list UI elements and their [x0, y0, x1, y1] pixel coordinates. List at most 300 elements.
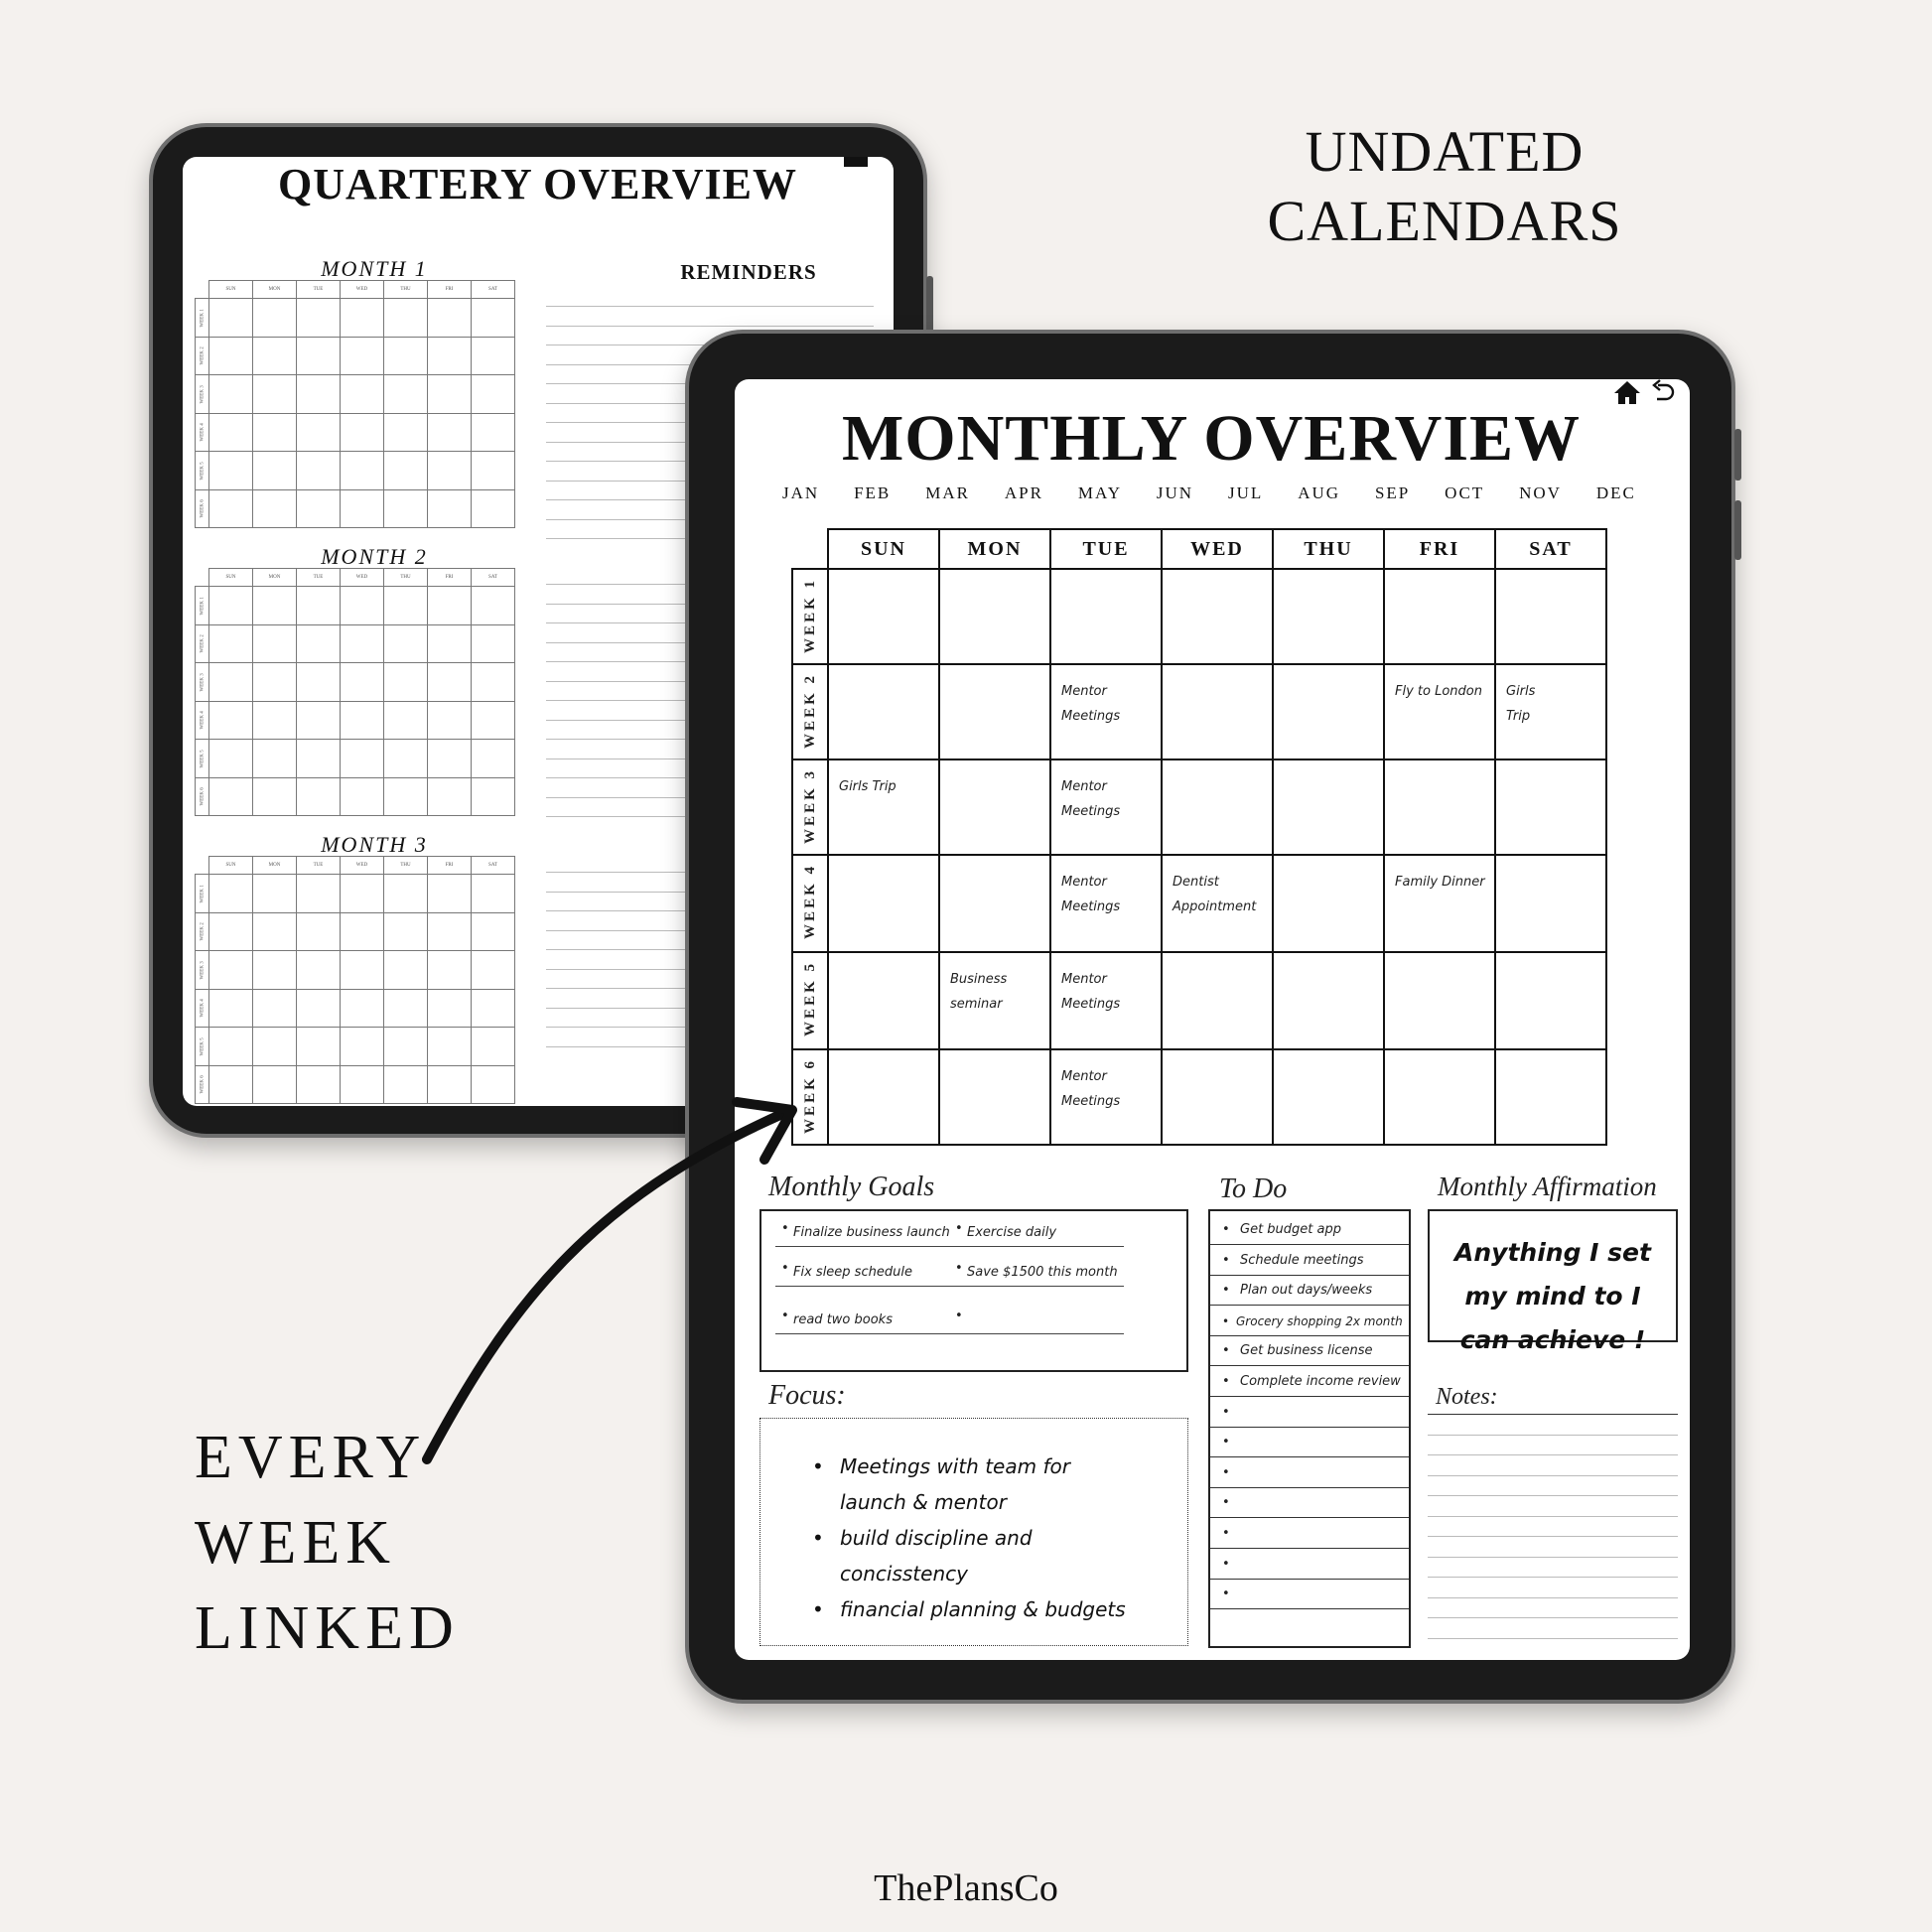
front-tablet: [685, 330, 1735, 1704]
week-link[interactable]: WEEK 5: [196, 452, 209, 490]
day-cell[interactable]: [209, 701, 253, 740]
day-header-mon: MON: [939, 529, 1050, 569]
tab-jul[interactable]: JUL: [1227, 483, 1264, 502]
day-header: WED: [341, 281, 384, 299]
calendar-cell[interactable]: [939, 1049, 1050, 1145]
day-cell[interactable]: [297, 337, 341, 375]
tab-feb[interactable]: FEB: [854, 483, 892, 502]
day-cell[interactable]: [341, 624, 384, 663]
todo-item[interactable]: [1210, 1458, 1409, 1488]
callout-line3: LINKED: [195, 1594, 460, 1662]
calendar-cell[interactable]: [1273, 569, 1384, 664]
week-label: WEEK 3: [801, 768, 818, 844]
goal-item[interactable]: • Finalize business launch: [775, 1225, 950, 1247]
day-cell[interactable]: [209, 452, 253, 490]
calendar-cell[interactable]: [1162, 952, 1273, 1049]
day-cell[interactable]: [428, 375, 472, 414]
day-cell[interactable]: [341, 875, 384, 913]
day-header-thu: THU: [1273, 529, 1384, 569]
day-cell[interactable]: [384, 777, 428, 816]
day-cell[interactable]: [384, 663, 428, 702]
day-cell[interactable]: [428, 989, 472, 1028]
focus-item[interactable]: • financial planning & budgets: [812, 1591, 1140, 1627]
week-link[interactable]: WEEK 1: [196, 299, 209, 338]
calendar-cell[interactable]: Mentor Meetings: [1050, 1049, 1162, 1145]
day-cell[interactable]: [472, 951, 515, 990]
home-icon[interactable]: [844, 157, 868, 167]
goal-item[interactable]: • Fix sleep schedule: [775, 1265, 950, 1287]
day-cell[interactable]: [297, 701, 341, 740]
day-header: TUE: [297, 281, 341, 299]
note-line[interactable]: [1428, 1557, 1678, 1558]
focus-list: [812, 1449, 1140, 1627]
week-label: WEEK 5: [801, 961, 818, 1036]
day-cell[interactable]: [253, 912, 297, 951]
day-cell[interactable]: [472, 489, 515, 528]
day-cell[interactable]: [428, 587, 472, 625]
day-cell[interactable]: [384, 337, 428, 375]
tab-oct[interactable]: OCT: [1445, 483, 1485, 502]
day-header: MON: [253, 857, 297, 875]
day-header: MON: [253, 569, 297, 587]
day-cell[interactable]: [384, 701, 428, 740]
bullet-icon: •: [1222, 1313, 1230, 1328]
bullet-icon: •: [1222, 1464, 1230, 1480]
day-cell[interactable]: [253, 777, 297, 816]
day-cell[interactable]: [209, 413, 253, 452]
day-cell[interactable]: [209, 489, 253, 528]
day-header: WED: [341, 857, 384, 875]
week-link[interactable]: WEEK 2: [196, 912, 209, 951]
week-2-link[interactable]: [792, 664, 828, 759]
todo-item[interactable]: [1210, 1428, 1409, 1457]
reminder-line[interactable]: [546, 326, 874, 327]
day-cell[interactable]: [472, 701, 515, 740]
day-cell[interactable]: [297, 587, 341, 625]
week-link[interactable]: WEEK 3: [196, 663, 209, 702]
day-cell[interactable]: [297, 299, 341, 338]
day-cell[interactable]: [341, 299, 384, 338]
todo-item[interactable]: [1210, 1276, 1409, 1306]
calendar-cell[interactable]: [939, 664, 1050, 759]
todo-item[interactable]: [1210, 1550, 1409, 1580]
tab-mar[interactable]: MAR: [925, 483, 970, 502]
calendar-cell[interactable]: [1495, 569, 1606, 664]
day-header: MON: [253, 281, 297, 299]
calendar-cell[interactable]: [828, 952, 939, 1049]
note-line[interactable]: [1428, 1516, 1678, 1517]
day-cell[interactable]: [472, 375, 515, 414]
callout-line1: EVERY: [195, 1424, 427, 1491]
callout-line2: WEEK: [195, 1509, 397, 1577]
day-cell[interactable]: [209, 375, 253, 414]
day-header: WED: [341, 569, 384, 587]
day-cell[interactable]: [428, 452, 472, 490]
day-cell[interactable]: [209, 663, 253, 702]
day-header: THU: [384, 569, 428, 587]
tab-aug[interactable]: AUG: [1298, 483, 1341, 502]
day-cell[interactable]: [297, 875, 341, 913]
todo-item[interactable]: [1210, 1246, 1409, 1276]
calendar-cell[interactable]: [1384, 569, 1495, 664]
quarterly-title: QUARTERY OVERVIEW: [278, 160, 797, 208]
calendar-cell[interactable]: [1273, 952, 1384, 1049]
day-cell[interactable]: [209, 624, 253, 663]
calendar-cell[interactable]: [1495, 759, 1606, 855]
calendar-cell[interactable]: [1162, 1049, 1273, 1145]
day-cell[interactable]: [209, 299, 253, 338]
goal-item[interactable]: • read two books: [775, 1312, 950, 1334]
tab-jun[interactable]: JUN: [1156, 483, 1194, 502]
week-1-link[interactable]: [792, 569, 828, 664]
day-header: FRI: [428, 281, 472, 299]
day-cell[interactable]: [297, 951, 341, 990]
day-header: FRI: [428, 857, 472, 875]
day-cell[interactable]: [209, 912, 253, 951]
todo-item[interactable]: [1210, 1336, 1409, 1366]
day-cell[interactable]: [341, 1028, 384, 1066]
day-cell[interactable]: [428, 777, 472, 816]
calendar-cell[interactable]: [1384, 952, 1495, 1049]
week-label: WEEK 1: [801, 578, 818, 653]
calendar-cell[interactable]: [1273, 759, 1384, 855]
calendar-cell[interactable]: [1162, 664, 1273, 759]
week-link[interactable]: WEEK 2: [196, 624, 209, 663]
calendar-cell[interactable]: Family Dinner: [1384, 855, 1495, 952]
monthly-calendar: [791, 528, 1607, 1146]
reminders-title: REMINDERS: [680, 260, 817, 284]
todo-item[interactable]: [1210, 1307, 1409, 1336]
day-cell[interactable]: [253, 489, 297, 528]
day-cell[interactable]: [209, 1028, 253, 1066]
calendar-cell[interactable]: [939, 569, 1050, 664]
day-cell[interactable]: [384, 912, 428, 951]
day-cell[interactable]: [384, 489, 428, 528]
day-cell[interactable]: [384, 740, 428, 778]
week-link[interactable]: WEEK 6: [196, 1065, 209, 1104]
calendar-cell[interactable]: [939, 759, 1050, 855]
todo-item[interactable]: [1210, 1488, 1409, 1518]
calendar-cell[interactable]: [1495, 952, 1606, 1049]
tab-may[interactable]: MAY: [1077, 483, 1122, 502]
calendar-cell[interactable]: [828, 1049, 939, 1145]
day-cell[interactable]: [384, 452, 428, 490]
calendar-corner: [792, 529, 828, 569]
day-cell[interactable]: [209, 587, 253, 625]
power-button: [1734, 429, 1741, 481]
day-header: TUE: [297, 857, 341, 875]
monthly-title: MONTHLY OVERVIEW: [841, 402, 1582, 475]
day-cell[interactable]: [253, 624, 297, 663]
todo-item[interactable]: [1210, 1580, 1409, 1609]
week-link[interactable]: WEEK 4: [196, 413, 209, 452]
day-cell[interactable]: [297, 624, 341, 663]
day-cell[interactable]: [428, 337, 472, 375]
day-cell[interactable]: [384, 587, 428, 625]
day-cell[interactable]: [341, 777, 384, 816]
day-cell[interactable]: [341, 740, 384, 778]
day-cell[interactable]: [384, 413, 428, 452]
calendar-cell[interactable]: Business seminar: [939, 952, 1050, 1049]
calendar-cell[interactable]: [1384, 759, 1495, 855]
day-cell[interactable]: [384, 951, 428, 990]
headline-line1: UNDATED: [1305, 119, 1585, 184]
day-cell[interactable]: [253, 740, 297, 778]
day-cell[interactable]: [253, 875, 297, 913]
day-cell[interactable]: [341, 587, 384, 625]
calendar-cell[interactable]: Fly to London: [1384, 664, 1495, 759]
calendar-cell[interactable]: [939, 855, 1050, 952]
week-link[interactable]: WEEK 6: [196, 777, 209, 816]
calendar-cell[interactable]: [1495, 1049, 1606, 1145]
day-header: FRI: [428, 569, 472, 587]
bullet-icon: •: [1222, 1222, 1230, 1237]
day-cell[interactable]: [209, 777, 253, 816]
affirmation-box: [1428, 1209, 1678, 1354]
day-cell[interactable]: [428, 624, 472, 663]
calendar-cell[interactable]: [1273, 1049, 1384, 1145]
day-cell[interactable]: [428, 413, 472, 452]
day-cell[interactable]: [472, 587, 515, 625]
calendar-cell[interactable]: [828, 569, 939, 664]
note-line[interactable]: [1428, 1475, 1678, 1476]
day-cell[interactable]: [209, 740, 253, 778]
grid-corner: [196, 569, 209, 587]
day-cell[interactable]: [297, 1065, 341, 1104]
affirmation-title: Monthly Affirmation: [1438, 1172, 1657, 1201]
day-cell[interactable]: [341, 1065, 384, 1104]
day-cell[interactable]: [384, 299, 428, 338]
note-line[interactable]: [1428, 1435, 1678, 1436]
day-cell[interactable]: [341, 912, 384, 951]
focus-title: Focus:: [768, 1380, 846, 1411]
day-cell[interactable]: [428, 951, 472, 990]
day-cell[interactable]: [384, 1028, 428, 1066]
quarterly-grid-month-3: [195, 856, 515, 1104]
tab-apr[interactable]: APR: [1004, 483, 1043, 502]
day-cell[interactable]: [341, 663, 384, 702]
day-cell[interactable]: [428, 489, 472, 528]
grid-corner: [196, 281, 209, 299]
day-header: SUN: [209, 569, 253, 587]
bullet-icon: •: [1222, 1495, 1230, 1511]
day-cell[interactable]: [253, 337, 297, 375]
day-cell[interactable]: [428, 875, 472, 913]
day-cell[interactable]: [341, 413, 384, 452]
day-cell[interactable]: [472, 299, 515, 338]
day-cell[interactable]: [341, 375, 384, 414]
todo-item[interactable]: [1210, 1519, 1409, 1549]
day-cell[interactable]: [472, 337, 515, 375]
day-cell[interactable]: [472, 452, 515, 490]
day-cell[interactable]: [472, 777, 515, 816]
week-link[interactable]: WEEK 3: [196, 951, 209, 990]
day-cell[interactable]: [472, 875, 515, 913]
focus-item[interactable]: • build discipline and concisstency: [812, 1520, 1140, 1591]
calendar-cell[interactable]: Dentist Appointment: [1162, 855, 1273, 952]
day-cell[interactable]: [297, 777, 341, 816]
day-cell[interactable]: [297, 452, 341, 490]
day-cell[interactable]: [297, 912, 341, 951]
quarterly-grid-month-2: [195, 568, 515, 816]
bullet-icon: •: [1222, 1556, 1230, 1572]
day-cell[interactable]: [253, 413, 297, 452]
week-link[interactable]: WEEK 4: [196, 989, 209, 1028]
todo-box: [1208, 1209, 1411, 1648]
day-cell[interactable]: [428, 663, 472, 702]
week-3-link[interactable]: [792, 759, 828, 855]
note-line[interactable]: [1428, 1536, 1678, 1537]
brand-name: ThePlansCo: [874, 1867, 1058, 1909]
note-line[interactable]: [1428, 1577, 1678, 1578]
day-cell[interactable]: [253, 452, 297, 490]
calendar-cell[interactable]: [828, 855, 939, 952]
day-cell[interactable]: [472, 989, 515, 1028]
day-cell[interactable]: [297, 375, 341, 414]
goals-title: Monthly Goals: [768, 1172, 935, 1202]
bullet-icon: •: [1222, 1252, 1230, 1268]
month-3-label: MONTH 3: [321, 832, 428, 857]
day-cell[interactable]: [253, 375, 297, 414]
note-line[interactable]: [1428, 1414, 1678, 1415]
calendar-cell[interactable]: Mentor Meetings: [1050, 952, 1162, 1049]
reminder-line[interactable]: [546, 306, 874, 307]
volume-up-button: [1734, 500, 1741, 560]
day-cell[interactable]: [341, 989, 384, 1028]
week-4-link[interactable]: [792, 855, 828, 952]
calendar-cell[interactable]: [1384, 1049, 1495, 1145]
tab-dec[interactable]: DEC: [1595, 483, 1636, 502]
day-cell[interactable]: [209, 951, 253, 990]
callout: [195, 1415, 460, 1671]
day-header: THU: [384, 281, 428, 299]
week-link[interactable]: WEEK 5: [196, 1028, 209, 1066]
day-cell[interactable]: [297, 413, 341, 452]
day-cell[interactable]: [341, 951, 384, 990]
day-cell[interactable]: [297, 1028, 341, 1066]
day-cell[interactable]: [428, 701, 472, 740]
week-5-link[interactable]: [792, 952, 828, 1049]
day-cell[interactable]: [253, 951, 297, 990]
calendar-cell[interactable]: [1273, 855, 1384, 952]
day-header: SAT: [472, 857, 515, 875]
day-cell[interactable]: [209, 989, 253, 1028]
day-header-sat: SAT: [1495, 529, 1606, 569]
day-header-tue: TUE: [1050, 529, 1162, 569]
note-line[interactable]: [1428, 1638, 1678, 1639]
calendar-cell[interactable]: Girls Trip: [1495, 664, 1606, 759]
calendar-cell[interactable]: [1162, 759, 1273, 855]
day-cell[interactable]: [209, 337, 253, 375]
week-link[interactable]: WEEK 5: [196, 740, 209, 778]
day-cell[interactable]: [428, 1028, 472, 1066]
todo-text: Get budget app: [1240, 1222, 1341, 1237]
headline: [1221, 117, 1668, 256]
note-line[interactable]: [1428, 1597, 1678, 1598]
todo-item[interactable]: [1210, 1215, 1409, 1245]
day-cell[interactable]: [253, 587, 297, 625]
day-cell[interactable]: [297, 489, 341, 528]
week-label: WEEK 6: [801, 1058, 818, 1134]
day-cell[interactable]: [297, 663, 341, 702]
todo-text: Schedule meetings: [1240, 1252, 1364, 1268]
week-link[interactable]: WEEK 6: [196, 489, 209, 528]
calendar-cell[interactable]: [1162, 569, 1273, 664]
calendar-cell[interactable]: [828, 664, 939, 759]
calendar-cell[interactable]: Mentor Meetings: [1050, 855, 1162, 952]
bullet-icon: •: [1222, 1343, 1230, 1359]
month-2-label: MONTH 2: [321, 544, 428, 569]
goal-item[interactable]: [949, 1312, 1124, 1334]
calendar-cell[interactable]: [1495, 855, 1606, 952]
day-cell[interactable]: [384, 624, 428, 663]
day-cell[interactable]: [253, 701, 297, 740]
day-cell[interactable]: [384, 375, 428, 414]
day-cell[interactable]: [209, 875, 253, 913]
goal-item[interactable]: • Save $1500 this month: [949, 1265, 1124, 1287]
day-cell[interactable]: [253, 1028, 297, 1066]
calendar-cell[interactable]: [1050, 569, 1162, 664]
calendar-cell[interactable]: [1273, 664, 1384, 759]
day-cell[interactable]: [297, 989, 341, 1028]
day-cell[interactable]: [341, 452, 384, 490]
tab-nov[interactable]: NOV: [1519, 483, 1562, 502]
day-cell[interactable]: [472, 624, 515, 663]
week-link[interactable]: WEEK 2: [196, 337, 209, 375]
week-link[interactable]: WEEK 4: [196, 701, 209, 740]
todo-item[interactable]: [1210, 1367, 1409, 1397]
day-cell[interactable]: [472, 413, 515, 452]
day-header: SUN: [209, 281, 253, 299]
day-cell[interactable]: [384, 875, 428, 913]
note-line[interactable]: [1428, 1495, 1678, 1496]
day-cell[interactable]: [341, 489, 384, 528]
day-cell[interactable]: [428, 299, 472, 338]
week-link[interactable]: WEEK 1: [196, 875, 209, 913]
day-cell[interactable]: [209, 1065, 253, 1104]
bullet-icon: •: [1222, 1283, 1230, 1299]
day-cell[interactable]: [472, 663, 515, 702]
day-cell[interactable]: [253, 663, 297, 702]
note-line[interactable]: [1428, 1454, 1678, 1455]
day-cell[interactable]: [253, 1065, 297, 1104]
day-cell[interactable]: [472, 912, 515, 951]
tab-jan[interactable]: JAN: [782, 483, 820, 502]
day-cell[interactable]: [472, 740, 515, 778]
week-link[interactable]: WEEK 3: [196, 375, 209, 414]
day-cell[interactable]: [428, 912, 472, 951]
calendar-cell[interactable]: Girls Trip: [828, 759, 939, 855]
day-cell[interactable]: [428, 740, 472, 778]
goal-item[interactable]: • Exercise daily: [949, 1225, 1124, 1247]
week-link[interactable]: WEEK 1: [196, 587, 209, 625]
focus-item[interactable]: • Meetings with team for launch & mentor: [812, 1449, 1140, 1520]
calendar-cell[interactable]: Mentor Meetings: [1050, 664, 1162, 759]
day-cell[interactable]: [253, 989, 297, 1028]
day-cell[interactable]: [297, 740, 341, 778]
day-header: THU: [384, 857, 428, 875]
day-cell[interactable]: [253, 299, 297, 338]
day-cell[interactable]: [341, 701, 384, 740]
day-cell[interactable]: [384, 989, 428, 1028]
day-cell[interactable]: [472, 1028, 515, 1066]
volume-button: [926, 276, 933, 336]
tab-sep[interactable]: SEP: [1374, 483, 1411, 502]
calendar-cell[interactable]: Mentor Meetings: [1050, 759, 1162, 855]
note-line[interactable]: [1428, 1617, 1678, 1618]
day-cell[interactable]: [341, 337, 384, 375]
todo-item[interactable]: [1210, 1398, 1409, 1428]
